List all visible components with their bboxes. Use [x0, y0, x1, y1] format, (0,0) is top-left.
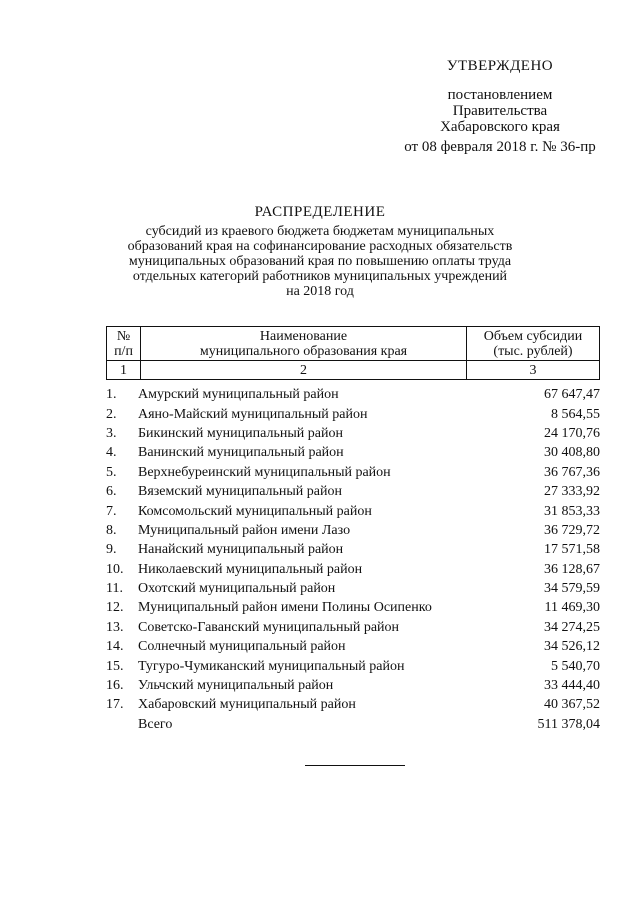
table-row	[106, 579, 600, 598]
row-value: 24 170,76	[544, 425, 600, 441]
row-num: 11.	[106, 581, 123, 597]
subtitle-line-5: на 2018 год	[286, 284, 354, 299]
row-name: Муниципальный район имени Лазо	[138, 522, 351, 538]
row-value: 33 444,40	[544, 678, 600, 694]
total-value: 511 378,04	[537, 716, 600, 732]
header-value-line-2: (тыс. рублей)	[493, 343, 573, 359]
row-num: 2.	[106, 406, 117, 422]
table-row	[106, 656, 600, 675]
row-name: Вяземский муниципальный район	[138, 484, 342, 500]
row-num: 10.	[106, 561, 124, 577]
row-value: 8 564,55	[551, 406, 600, 422]
row-name: Аяно-Майский муниципальный район	[138, 406, 368, 422]
row-num: 14.	[106, 639, 124, 655]
table-row	[106, 618, 600, 637]
row-num: 9.	[106, 542, 117, 558]
row-value: 40 367,52	[544, 697, 600, 713]
total-label: Всего	[138, 716, 173, 732]
row-value: 34 274,25	[544, 619, 600, 635]
col-number-1: 1	[107, 361, 141, 380]
row-value: 36 767,36	[544, 464, 600, 480]
row-num: 17.	[106, 697, 124, 713]
approval-line-4: от 08 февраля 2018 г. № 36-пр	[404, 139, 596, 155]
end-rule	[305, 765, 405, 766]
header-name-line-2: муниципального образования края	[199, 343, 408, 359]
row-name: Советско-Гаванский муниципальный район	[138, 619, 400, 635]
row-value: 36 128,67	[544, 561, 600, 577]
total-row	[106, 715, 600, 734]
row-num: 16.	[106, 678, 124, 694]
header-num-line-1: №	[116, 328, 131, 344]
subtitle-line-1: субсидий из краевого бюджета бюджетам муниципальных	[145, 224, 495, 239]
table-row	[106, 560, 600, 579]
table-row	[106, 676, 600, 695]
row-name: Муниципальный район имени Полины Осипенко	[138, 600, 432, 616]
row-name: Комсомольский муниципальный район	[138, 503, 372, 519]
row-num: 7.	[106, 503, 117, 519]
row-name: Тугуро-Чумиканский муниципальный район	[138, 658, 405, 674]
row-num: 13.	[106, 619, 124, 635]
row-value: 30 408,80	[544, 445, 600, 461]
row-num: 15.	[106, 658, 124, 674]
row-num: 1.	[106, 387, 117, 403]
row-num: 12.	[106, 600, 124, 616]
header-name	[141, 327, 467, 361]
approval-line-2: Правительства	[452, 103, 548, 119]
row-name: Солнечный муниципальный район	[138, 639, 346, 655]
document-subtitle	[120, 224, 520, 299]
row-name: Нанайский муниципальный район	[138, 542, 344, 558]
row-value: 67 647,47	[544, 387, 600, 403]
approval-block	[400, 58, 600, 155]
row-name: Николаевский муниципальный район	[138, 561, 363, 577]
table-body	[106, 385, 600, 734]
row-value: 11 469,30	[544, 600, 600, 616]
row-name: Охотский муниципальный район	[138, 581, 336, 597]
row-num: 8.	[106, 522, 117, 538]
row-num: 5.	[106, 464, 117, 480]
header-num-line-2: п/п	[114, 343, 133, 359]
table-row	[106, 463, 600, 482]
table-row	[106, 482, 600, 501]
subtitle-line-3: муниципальных образований края по повышению оплаты труда	[128, 254, 512, 269]
row-value: 34 526,12	[544, 639, 600, 655]
row-name: Верхнебуреинский муниципальный район	[138, 464, 391, 480]
table-row	[106, 501, 600, 520]
table-row	[106, 598, 600, 617]
table-row	[106, 385, 600, 404]
row-value: 31 853,33	[544, 503, 600, 519]
row-name: Ванинский муниципальный район	[138, 445, 344, 461]
row-value: 17 571,58	[544, 542, 600, 558]
header-value	[467, 327, 600, 361]
row-value: 34 579,59	[544, 581, 600, 597]
row-value: 27 333,92	[544, 484, 600, 500]
header-name-line-1: Наименование	[259, 328, 348, 344]
approval-heading: УТВЕРЖДЕНО	[446, 58, 554, 74]
subtitle-line-2: образований края на софинансирование расходных обязательств	[127, 239, 513, 254]
table-row	[106, 521, 600, 540]
col-number-2: 2	[141, 361, 467, 380]
table-row	[106, 637, 600, 656]
row-name: Хабаровский муниципальный район	[138, 697, 356, 713]
row-num: 6.	[106, 484, 117, 500]
row-name: Бикинский муниципальный район	[138, 425, 343, 441]
total-empty	[106, 715, 138, 734]
row-num: 3.	[106, 425, 117, 441]
table-row	[106, 443, 600, 462]
row-name: Ульчский муниципальный район	[138, 678, 334, 694]
table-row	[106, 404, 600, 423]
row-value: 36 729,72	[544, 522, 600, 538]
header-num	[107, 327, 141, 361]
subtitle-line-4: отдельных категорий работников муниципальных учреждений	[132, 269, 508, 284]
header-value-line-1: Объем субсидии	[483, 328, 583, 344]
row-name: Амурский муниципальный район	[138, 387, 339, 403]
table-row	[106, 424, 600, 443]
approval-line-3: Хабаровского края	[440, 119, 560, 135]
table-row	[106, 695, 600, 714]
row-value: 5 540,70	[551, 658, 600, 674]
table-row	[106, 540, 600, 559]
approval-line-1: постановлением	[447, 87, 553, 103]
table-header	[106, 326, 600, 380]
col-number-3: 3	[467, 361, 600, 380]
row-num: 4.	[106, 445, 117, 461]
document-title: РАСПРЕДЕЛЕНИЕ	[254, 204, 386, 220]
